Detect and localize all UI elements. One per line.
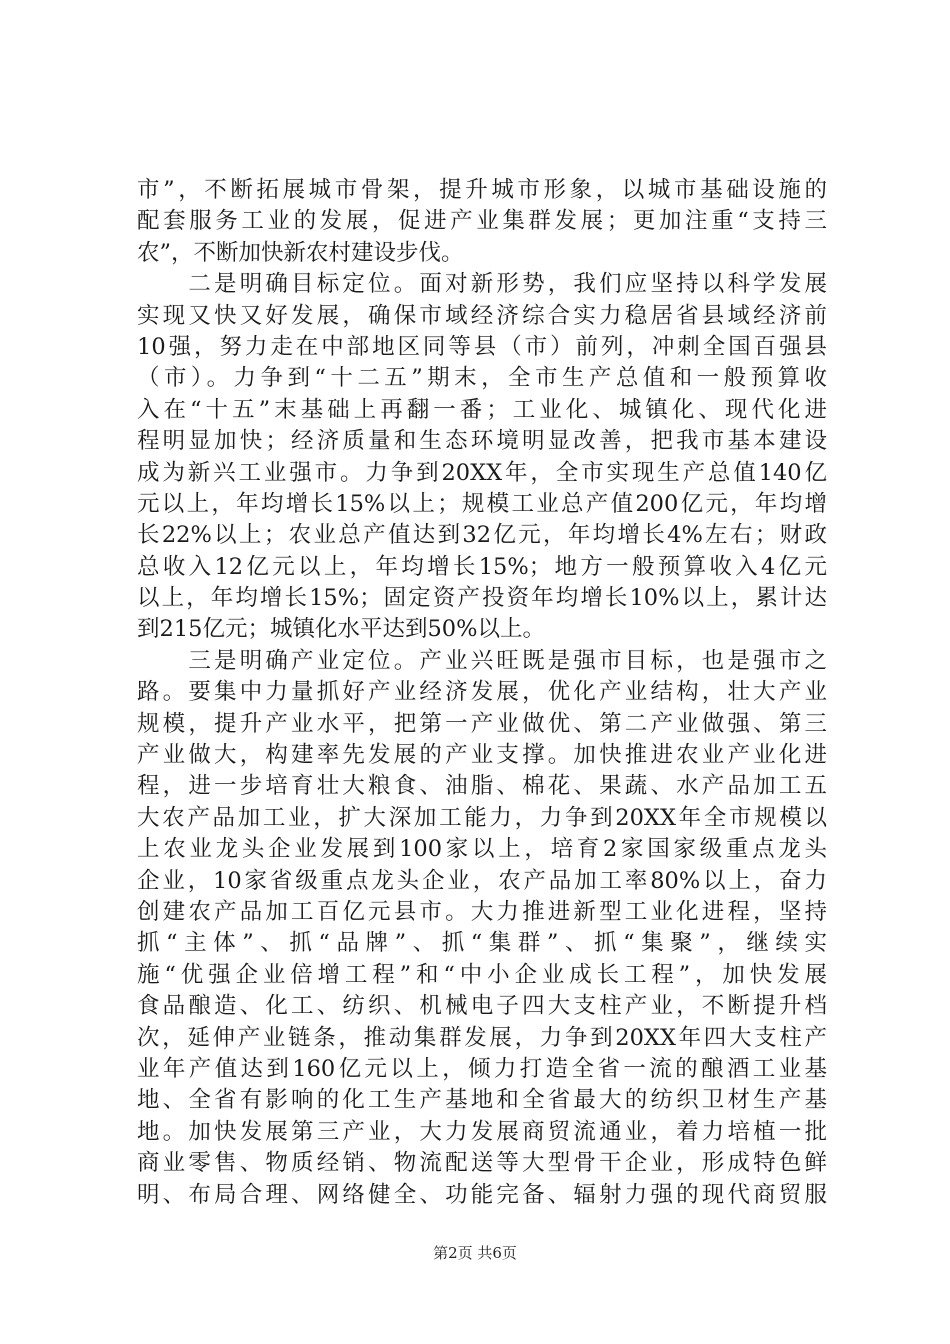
text-line: 上农业龙头企业发展到100家以上，培育2家国家级重点龙头 (137, 836, 827, 863)
text-line: 地、全省有影响的化工生产基地和全省最大的纺织卫材生产基 (137, 1087, 827, 1114)
text-line: 以上，年均增长15%；固定资产投资年均增长10%以上，累计达 (137, 585, 827, 612)
text-line: 商业零售、物质经销、物流配送等大型骨干企业，形成特色鲜 (137, 1150, 827, 1177)
text-line: 三是明确产业定位。产业兴旺既是强市目标，也是强市之 (137, 647, 827, 674)
text-line: 配套服务工业的发展，促进产业集群发展；更加注重“支持三 (137, 208, 827, 235)
document-body (137, 175, 827, 1211)
text-line: 成为新兴工业强市。力争到20XX年，全市实现生产总值140亿 (137, 459, 827, 486)
text-line: 程明显加快；经济质量和生态环境明显改善，把我市基本建设 (137, 428, 827, 455)
text-line: 实现又快又好发展，确保市域经济综合实力稳居省县域经济前 (137, 302, 827, 329)
text-line: 程，进一步培育壮大粮食、油脂、棉花、果蔬、水产品加工五 (137, 773, 827, 800)
text-line: 市”，不断拓展城市骨架，提升城市形象，以城市基础设施的 (137, 177, 827, 203)
text-line: 元以上，年均增长15%以上；规模工业总产值200亿元，年均增 (137, 490, 827, 517)
text-line: 大农产品加工业，扩大深加工能力，力争到20XX年全市规模以 (137, 804, 827, 831)
text-line: 10强，努力走在中部地区同等县（市）前列，冲刺全国百强县 (137, 333, 827, 360)
text-line: 产业做大，构建率先发展的产业支撑。加快推进农业产业化进 (137, 742, 827, 769)
text-line: 抓“主体”、抓“品牌”、抓“集群”、抓“集聚”，继续实 (137, 930, 827, 957)
page-footer: 第2页 共6页 (433, 1244, 517, 1262)
text-line: 规模，提升产业水平，把第一产业做优、第二产业做强、第三 (137, 710, 827, 737)
text-line: 企业，10家省级重点龙头企业，农产品加工率80%以上，奋力 (137, 867, 827, 894)
text-line: 二是明确目标定位。面对新形势，我们应坚持以科学发展 (137, 271, 827, 298)
text-line: 次，延伸产业链条，推动集群发展，力争到20XX年四大支柱产 (137, 1024, 827, 1051)
text-line: 路。要集中力量抓好产业经济发展，优化产业结构，壮大产业 (137, 679, 827, 706)
text-line: 食品酿造、化工、纺织、机械电子四大支柱产业，不断提升档 (137, 993, 827, 1020)
text-line: 创建农产品加工百亿元县市。大力推进新型工业化进程，坚持 (137, 898, 827, 925)
text-line: （市）。力争到“十二五”期末，全市生产总值和一般预算收 (137, 365, 827, 392)
text-line: 农”，不断加快新农村建设步伐。 (137, 239, 464, 266)
text-line: 业年产值达到160亿元以上，倾力打造全省一流的酿酒工业基 (137, 1055, 827, 1082)
text-line: 施“优强企业倍增工程”和“中小企业成长工程”，加快发展 (137, 961, 827, 988)
text-line: 总收入12亿元以上，年均增长15%；地方一般预算收入4亿元 (137, 553, 827, 580)
text-line: 明、布局合理、网络健全、功能完备、辐射力强的现代商贸服 (137, 1181, 827, 1208)
text-line: 地。加快发展第三产业，大力发展商贸流通业，着力培植一批 (137, 1118, 827, 1145)
text-line: 到215亿元；城镇化水平达到50%以上。 (137, 616, 545, 643)
text-line: 入在“十五”末基础上再翻一番；工业化、城镇化、现代化进 (137, 396, 827, 423)
text-line: 长22%以上；农业总产值达到32亿元，年均增长4%左右；财政 (137, 522, 827, 549)
